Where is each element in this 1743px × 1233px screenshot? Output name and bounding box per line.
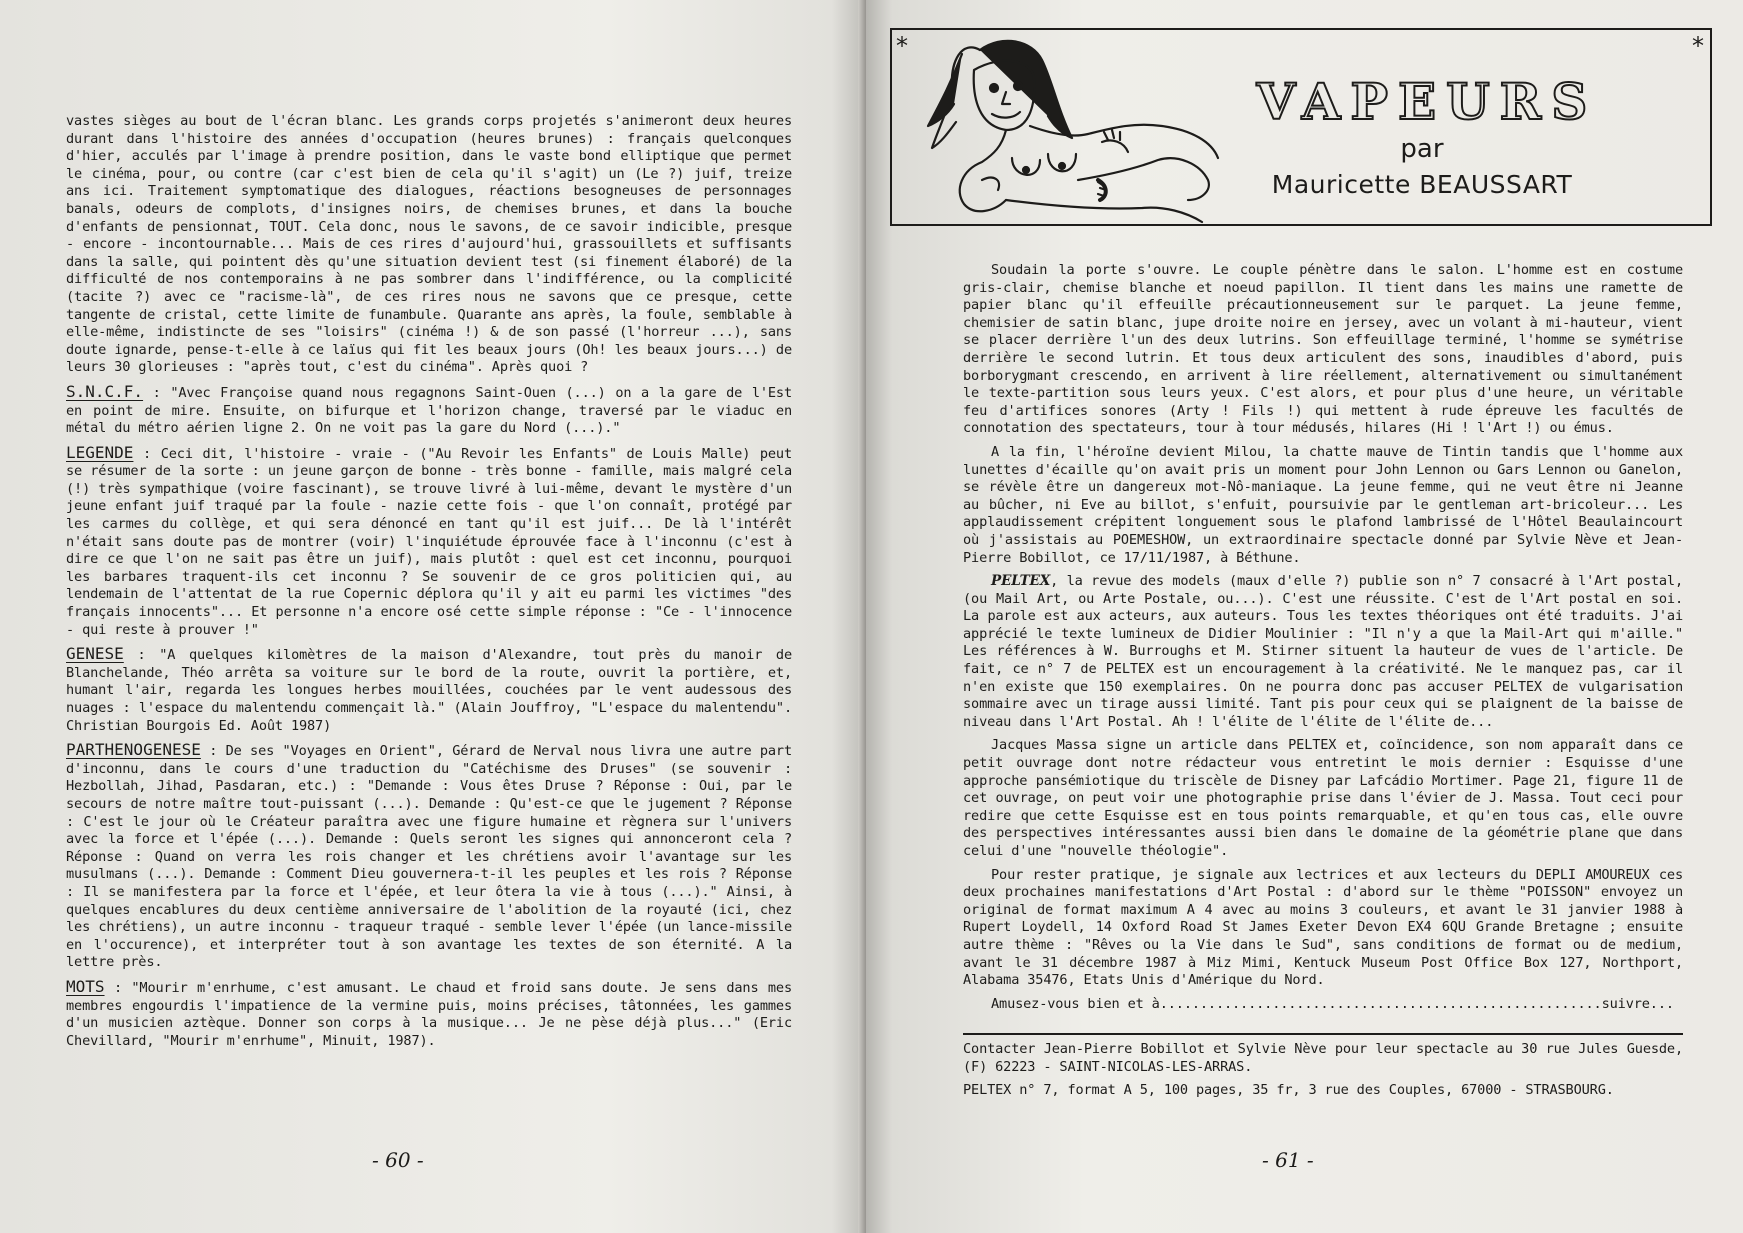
keyword: S.N.C.F. [66, 381, 144, 401]
article-header [890, 28, 1712, 226]
right-paragraph-peltex: PELTEX, la revue des models (maux d'elle ?) publie son n° 7 consacré à l'Art postal, (ou Mail Art, ou Arte Postale, ou...). C'est une réussite. C'est de l'Art postal en soi. La parole est aux acteurs, aux auteurs. Tous les textes théoriques ont été traduits. J'ai apprécié le texte lumineux de Didier Moulinier : "Il n'y a que la Mail-Art qui m'aille." Les références à W. Burroughs et M. Stirner situent la hauteur de vues de l'article. De fait, ce n° 7 de PELTEX est un encouragement à la créativité. Ne le manquez pas, car il n'en existe que 150 exemplaires. On ne pourra donc pas accuser PELTEX de vulgarisation sommaire avec un tirage aussi limité. Tant pis pour ceux qui se plaignent de la baisse de niveau dans l'Art Postal. Ah ! l'élite de l'élite de l'élite de... [963, 573, 1683, 730]
keyword: LEGENDE [66, 442, 134, 462]
page-number: - 61 - [1262, 1148, 1314, 1172]
left-page [0, 0, 866, 1233]
right-paragraph-pratique: Pour rester pratique, je signale aux lectrices et aux lecteurs du DEPLI AMOUREUX ces deux prochaines manifestations d'Art Postal : d'abord sur le thème "POISSON" envoyez un original de format maximum A 4 avec au moins 3 couleurs, et avant le 31 janvier 1988 à Rupert Loydell, 14 Oxford Road St James Exeter Devon EX4 6QU Grande Bretagne ; ensuite autre thème : "Rêves ou la Vie dans le Sud", sans conditions de format ou de medium, avant le 31 décembre 1987 à Miz Mimi, Kentuck Museum Post Office Box 127, Northport, Alabama 35476, Etats Unis d'Amérique du Nord. [963, 866, 1683, 989]
star-ornament-right: * [1692, 32, 1704, 60]
author-name: Mauricette BEAUSSART [1271, 170, 1573, 199]
left-paragraph-legende: LEGENDE : Ceci dit, l'histoire - vraie - ("Au Revoir les Enfants" de Louis Malle) peut se résumer de la sorte : un jeune garçon de bonne - très bonne - famille, mais malgré cela (!) très sympathique (voire fascinant), se trouve livré à lui-même, devant le mystère d'un jeune enfant juif traqué par la foule - nazie cette fois - que l'on connaît, protégé par les carmes du collège, et qui sera dénoncé en tant qu'il est juif... De là l'intérêt n'était sans doute pas de montrer (voir) l'inquiétude éprouvée face à l'inconnu (c'est à dire ce que l'on ne sait pas être un juif), mais plutôt : quel est cet inconnu, pourquoi les barbares traquent-ils cet inconnu ? Se souvenir de ce gros politicien qui, au lendemain de l'attentat de la rue Copernic déplora qu'il y ait eu parmi les victimes "des français innocents"... Et personne n'a encore osé cette simple réponse : "Ce - l'innocence - qui reste à prouver !" [66, 442, 792, 638]
peltex-lead: PELTEX [991, 573, 1051, 590]
left-paragraph-genese: GENESE : "A quelques kilomètres de la maison d'Alexandre, tout près du manoir de Blanchelande, Théo arrêta sa voiture sur le bord de la route, ouvrit la portière, et, humant l'air, regarda les longues herbes mouillées, couchées par le vent audessous des nuages : l'espace du malentendu commençait là." (Alain Jouffroy, "L'espace du malentendu". Christian Bourgois Ed. Août 1987) [66, 644, 792, 734]
right-paragraph-2: A la fin, l'héroïne devient Milou, la chatte mauve de Tintin tandis que l'homme aux lunettes d'écaille qu'on avait pris un moment pour John Lennon ou Gars Lennon ou Ganelon, se révèle être un dangereux mot-Nô-maniaque. La jeune femme, qui ne veut être ni Jeanne au bûcher, ni Eve au billot, s'enfuit, poursuivie par le gentleman art-bricoleur... Les applaudissement crépitent longuement sous le plafond lambrissé de l'Hôtel Beaulaincourt où j'assistais au POEMESHOW, un extraordinaire spectacle donné par Sylvie Nève et Jean-Pierre Bobillot, ce 17/11/1987, à Béthune. [963, 443, 1683, 566]
left-paragraph-intro: vastes sièges au bout de l'écran blanc. Les grands corps projetés s'animeront deux heures durant dans l'histoire des années d'occupation (heures brunes) : français quelconques d'hier, acculés par l'image à prendre position, dans le vaste bond elliptique que permet le cinéma, pour, ou contre (car c'est bien de cela qu'il s'agit) un (Le ?) juif, treize ans ici. Traitement symptomatique des dialogues, réactions besogneuses de personnages banals, odeurs de complots, d'insignes noirs, de chemises brunes, et dans la bouche d'enfants de pensionnat, TOUT. Cela donc, nous le savons, de ce savoir indicible, presque - encore - incontournable... Mais de ces rires d'aujourd'hui, grassouillets et suffisants dans la salle, qui pointent dès qu'une situation devient test (si finement élaboré) de la difficulté de nos contemporains à ne pas sombrer dans l'indifférence, ou la complicité (tacite ?) avec ce "racisme-là", de ces rires nous ne savons que ce presque, cette tangente de cristal, cette limite de funambule. Quarante ans après, la foule, semblable à elle-même, indistincte de ses "loisirs" (cinéma !) & de son passé (l'horreur ...), sans doute ignarde, pense-t-elle à ce laïus qui fit les beaux jours (Oh! les beaux jours...) de leurs 30 glorieuses : "après tout, c'est du cinéma". Après quoi ? [66, 113, 792, 376]
right-paragraph-closing: Amusez-vous bien et à.......................................................suivre... [991, 995, 1674, 1012]
star-ornament-left: * [896, 32, 908, 60]
left-paragraph-mots: MOTS : "Mourir m'enrhume, c'est amusant. Le chaud et froid sans doute. Je sens dans mes membres engourdis l'impatience de la vermine puis, moins précises, tâtonnées, les gammes d'un musicien aztèque. Donner son corps à la musique... Je ne pèse déjà plus..." (Eric Chevillard, "Mourir m'enrhume", Minuit, 1987). [66, 976, 792, 1049]
footer-rule [963, 1033, 1683, 1035]
keyword: PARTHENOGENESE [66, 740, 201, 760]
footer-note-peltex: PELTEX n° 7, format A 5, 100 pages, 35 fr, 3 rue des Couples, 67000 - STRASBOURG. [963, 1082, 1614, 1099]
left-paragraph-parthenogenese: PARTHENOGENESE : De ses "Voyages en Orient", Gérard de Nerval nous livra une autre part d'inconnu, dans le cours d'une traduction du "Catéchisme des Druses" (se souvenir : Hezbollah, Jihad, Pasdaran, etc.) : "Demande : Vous êtes Druse ? Réponse : Oui, par le secours de notre maître tout-puissant (...). Demande : Qu'est-ce que le jugement ? Réponse : C'est le jour où le Créateur paraîtra avec une figure humaine et règnera sur l'univers avec la force et l'épée (...). Demande : Quels seront les signes qui annonceront cela ? Réponse : Quand on verra les rois changer et les chrétiens avoir l'avantage sur les musulmans (...). Demande : Comment Dieu gouvernera-t-il les peuples et les rois ? Réponse : Il se manifestera par la force et l'épée, et leur ôtera la vie à tous (...)." Ainsi, à quelques encablures du deux centième anniversaire de l'abolition de la royauté (ici, chez les chrétiens), un autre inconnu - traqueur traqué - semble lever l'épée (un lance-missile en l'occurence), et interpréter tout à son avantage les textes de son éternité. A la lettre près. [66, 740, 792, 971]
page-number: - 60 - [372, 1148, 424, 1172]
right-paragraph-massa: Jacques Massa signe un article dans PELTEX et, coïncidence, son nom apparaît dans ce petit ouvrage dont notre rédacteur vous entretint le mois dernier : Esquisse d'une approche pansémiotique du triscèle de Disney par Lafcádio Mortimer. Page 21, figure 11 de cet ouvrage, on peut voir une photographie prise dans l'évier de J. Massa. Tout ceci pour redire que cette Esquisse est en tous points remarquable, et qu'en tous cas, elle ouvre des perspectives intéressantes aussi bien dans le domaine de la géométrie plane que dans celui d'une "nouvelle théologie". [963, 737, 1683, 859]
keyword: MOTS [66, 976, 105, 996]
right-paragraph-1: Soudain la porte s'ouvre. Le couple pénètre dans le salon. L'homme est en costume gris-clair, chemise blanche et noeud papillon. Il tient dans les mains une ramette de papier blanc qu'il effeuille précautionneusement sur le parquet. La jeune femme, chemisier de satin blanc, jupe droite noire en jersey, avec un volant à mi-hauteur, vient se placer derrière l'un des deux lutrins. Son effeuillage terminé, l'homme se symétrise derrière le second lutrin. Et tous deux articulent des sons, inaudibles d'abord, puis borborygmant crescendo, en arrivent à lire réellement, alternativement ou simultanément le texte-partition sous leurs yeux. C'est alors, et pour plus d'une heure, un véritable feu d'artifices sonores (Arty ! Fils !) qui mettent à rude épreuve les facultés de connotation des spectateurs, tour à tour médusés, hilares (Hi ! l'Art !) ou émus. [963, 262, 1683, 437]
right-footer-notes [963, 1041, 1683, 1106]
right-column [963, 262, 1683, 1019]
byline-par: par [1400, 134, 1444, 164]
keyword: GENESE [66, 644, 124, 664]
left-paragraph-sncf: S.N.C.F. : "Avec Françoise quand nous regagnons Saint-Ouen (...) on a la gare de l'Est en point de mire. Ensuite, on bifurque et l'horizon change, traversé par le viaduc en métal du métro aérien ligne 2. On ne voit pas la gare du Nord (...)." [66, 381, 792, 437]
footer-note-contact: Contacter Jean-Pierre Bobillot et Sylvie Nève pour leur spectacle au 30 rue Jules Guesde, (F) 62223 - SAINT-NICOLAS-LES-ARRAS. [963, 1041, 1683, 1075]
article-title: VAPEURS [1256, 72, 1598, 131]
left-column [66, 113, 792, 1056]
